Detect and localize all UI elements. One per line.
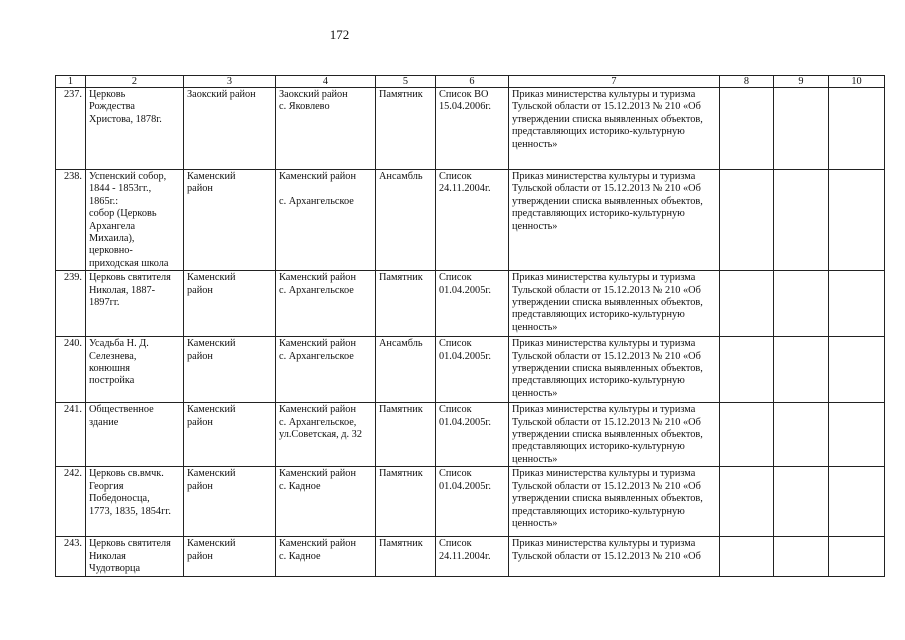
object-name-text: Усадьба Н. Д. Селезнева, конюшня постройка bbox=[89, 338, 149, 387]
column-header: 10 bbox=[829, 76, 885, 88]
order-reference-text: Приказ министерства культуры и туризма Тульской области от 15.12.2013 № 210 «Об bbox=[512, 538, 701, 562]
order-reference-text: Приказ министерства культуры и туризма Тульской области от 15.12.2013 № 210 «Об утверждении списка выявленных объектов, представляющих историко-культурную ценность» bbox=[512, 171, 703, 232]
order-reference bbox=[509, 170, 720, 271]
location-text: Заокский район с. Яковлево bbox=[279, 89, 348, 113]
object-type-text: Памятник bbox=[379, 468, 423, 480]
column-9-cell bbox=[774, 271, 829, 337]
object-type bbox=[376, 467, 436, 537]
location-text: Каменский район с. Архангельское bbox=[279, 171, 356, 207]
district bbox=[184, 337, 276, 403]
column-8-cell bbox=[720, 403, 774, 467]
location bbox=[276, 537, 376, 576]
object-name-text: Успенский собор, 1844 - 1853гг., 1865г.: собор (Церковь Архангела Михаила), церковно- приходская школа bbox=[89, 171, 169, 269]
column-8-cell bbox=[720, 337, 774, 403]
object-type bbox=[376, 88, 436, 170]
object-type-text: Памятник bbox=[379, 89, 423, 100]
column-8-cell bbox=[720, 467, 774, 537]
list-reference-text: Список 24.11.2004г. bbox=[439, 538, 491, 562]
column-10-cell bbox=[829, 403, 885, 467]
district-text: Каменский район bbox=[187, 404, 236, 428]
row-number-text: 243. bbox=[63, 538, 82, 550]
list-reference-text: Список 01.04.2005г. bbox=[439, 338, 491, 362]
column-8-cell bbox=[720, 537, 774, 576]
list-reference-text: Список 24.11.2004г. bbox=[439, 171, 491, 195]
table-row bbox=[56, 170, 885, 271]
object-type-text: Ансамбль bbox=[379, 338, 423, 350]
order-reference-text: Приказ министерства культуры и туризма Тульской области от 15.12.2013 № 210 «Об утверждении списка выявленных объектов, представляющих историко-культурную ценность» bbox=[512, 338, 703, 399]
location-text: Каменский район с. Кадное bbox=[279, 538, 356, 562]
column-10-cell bbox=[829, 467, 885, 537]
row-number-text: 241. bbox=[63, 404, 82, 416]
district-text: Каменский район bbox=[187, 272, 236, 296]
row-number bbox=[56, 337, 86, 403]
object-name bbox=[86, 403, 184, 467]
object-name-text: Общественное здание bbox=[89, 404, 154, 428]
district-text: Каменский район bbox=[187, 171, 236, 195]
list-reference-text: Список ВО 15.04.2006г. bbox=[439, 89, 491, 113]
row-number bbox=[56, 403, 86, 467]
column-header: 7 bbox=[509, 76, 720, 88]
order-reference bbox=[509, 271, 720, 337]
column-9-cell bbox=[774, 403, 829, 467]
list-reference bbox=[436, 337, 509, 403]
column-10-cell bbox=[829, 337, 885, 403]
district-text: Каменский район bbox=[187, 538, 236, 562]
heritage-registry-table bbox=[55, 75, 885, 577]
location-text: Каменский район с. Архангельское, ул.Советская, д. 32 bbox=[279, 404, 362, 441]
column-9-cell bbox=[774, 537, 829, 576]
column-10-cell bbox=[829, 170, 885, 271]
list-reference bbox=[436, 170, 509, 271]
object-type-text: Ансамбль bbox=[379, 171, 423, 182]
column-9-cell bbox=[774, 88, 829, 170]
column-header: 4 bbox=[276, 76, 376, 88]
list-reference-text: Список 01.04.2005г. bbox=[439, 272, 491, 296]
object-type bbox=[376, 337, 436, 403]
column-10-cell bbox=[829, 88, 885, 170]
column-header: 9 bbox=[774, 76, 829, 88]
order-reference-text: Приказ министерства культуры и туризма Тульской области от 15.12.2013 № 210 «Об утверждении списка выявленных объектов, представляющих историко-культурную ценность» bbox=[512, 404, 703, 465]
table-row bbox=[56, 403, 885, 467]
object-type-text: Памятник bbox=[379, 272, 423, 284]
table-row bbox=[56, 537, 885, 576]
district bbox=[184, 170, 276, 271]
object-type-text: Памятник bbox=[379, 538, 423, 550]
row-number-text: 239. bbox=[63, 272, 82, 284]
location bbox=[276, 170, 376, 271]
column-number-header bbox=[56, 76, 885, 88]
object-name bbox=[86, 537, 184, 576]
table-row bbox=[56, 467, 885, 537]
object-type bbox=[376, 537, 436, 576]
order-reference-text: Приказ министерства культуры и туризма Тульской области от 15.12.2013 № 210 «Об утверждении списка выявленных объектов, представляющих историко-культурную ценность» bbox=[512, 468, 703, 529]
object-name-text: Церковь святителя Николая, 1887- 1897гг. bbox=[89, 272, 171, 309]
order-reference bbox=[509, 403, 720, 467]
row-number-text: 240. bbox=[63, 338, 82, 350]
object-name-text: Церковь св.вмчк. Георгия Победоносца, 1773, 1835, 1854гг. bbox=[89, 468, 171, 517]
location-text: Каменский район с. Архангельское bbox=[279, 272, 356, 296]
row-number-text: 237. bbox=[63, 89, 82, 100]
object-type bbox=[376, 403, 436, 467]
row-number bbox=[56, 467, 86, 537]
object-name-text: Церковь Рождества Христова, 1878г. bbox=[89, 89, 162, 125]
column-8-cell bbox=[720, 271, 774, 337]
row-number-text: 242. bbox=[63, 468, 82, 480]
column-9-cell bbox=[774, 467, 829, 537]
column-header: 8 bbox=[720, 76, 774, 88]
list-reference bbox=[436, 88, 509, 170]
column-8-cell bbox=[720, 88, 774, 170]
order-reference bbox=[509, 337, 720, 403]
list-reference bbox=[436, 271, 509, 337]
column-10-cell bbox=[829, 537, 885, 576]
district-text: Каменский район bbox=[187, 468, 236, 492]
column-header: 6 bbox=[436, 76, 509, 88]
order-reference bbox=[509, 88, 720, 170]
table-row bbox=[56, 337, 885, 403]
row-number bbox=[56, 88, 86, 170]
row-number-text: 238. bbox=[63, 171, 82, 182]
district bbox=[184, 271, 276, 337]
column-9-cell bbox=[774, 170, 829, 271]
object-type-text: Памятник bbox=[379, 404, 423, 416]
column-header: 2 bbox=[86, 76, 184, 88]
object-name bbox=[86, 271, 184, 337]
object-name bbox=[86, 337, 184, 403]
location-text: Каменский район с. Кадное bbox=[279, 468, 356, 492]
list-reference bbox=[436, 403, 509, 467]
column-header: 3 bbox=[184, 76, 276, 88]
row-number bbox=[56, 170, 86, 271]
object-type bbox=[376, 271, 436, 337]
row-number bbox=[56, 537, 86, 576]
list-reference-text: Список 01.04.2005г. bbox=[439, 468, 491, 492]
location bbox=[276, 271, 376, 337]
location bbox=[276, 337, 376, 403]
row-number bbox=[56, 271, 86, 337]
column-header: 1 bbox=[56, 76, 86, 88]
location bbox=[276, 88, 376, 170]
order-reference-text: Приказ министерства культуры и туризма Тульской области от 15.12.2013 № 210 «Об утверждении списка выявленных объектов, представляющих историко-культурную ценность» bbox=[512, 272, 703, 333]
location bbox=[276, 467, 376, 537]
district-text: Каменский район bbox=[187, 338, 236, 362]
object-name-text: Церковь святителя Николая Чудотворца bbox=[89, 538, 171, 575]
order-reference bbox=[509, 537, 720, 576]
location bbox=[276, 403, 376, 467]
column-10-cell bbox=[829, 271, 885, 337]
location-text: Каменский район с. Архангельское bbox=[279, 338, 356, 362]
district bbox=[184, 88, 276, 170]
column-9-cell bbox=[774, 337, 829, 403]
object-name bbox=[86, 170, 184, 271]
object-name bbox=[86, 467, 184, 537]
list-reference-text: Список 01.04.2005г. bbox=[439, 404, 491, 428]
table-row bbox=[56, 88, 885, 170]
object-type bbox=[376, 170, 436, 271]
list-reference bbox=[436, 467, 509, 537]
district bbox=[184, 403, 276, 467]
list-reference bbox=[436, 537, 509, 576]
table-row bbox=[56, 271, 885, 337]
object-name bbox=[86, 88, 184, 170]
district bbox=[184, 467, 276, 537]
column-header: 5 bbox=[376, 76, 436, 88]
column-8-cell bbox=[720, 170, 774, 271]
district bbox=[184, 537, 276, 576]
order-reference bbox=[509, 467, 720, 537]
district-text: Заокский район bbox=[187, 89, 256, 100]
order-reference-text: Приказ министерства культуры и туризма Тульской области от 15.12.2013 № 210 «Об утверждении списка выявленных объектов, представляющих историко-культурную ценность» bbox=[512, 89, 703, 150]
page-number: 172 bbox=[329, 27, 350, 42]
